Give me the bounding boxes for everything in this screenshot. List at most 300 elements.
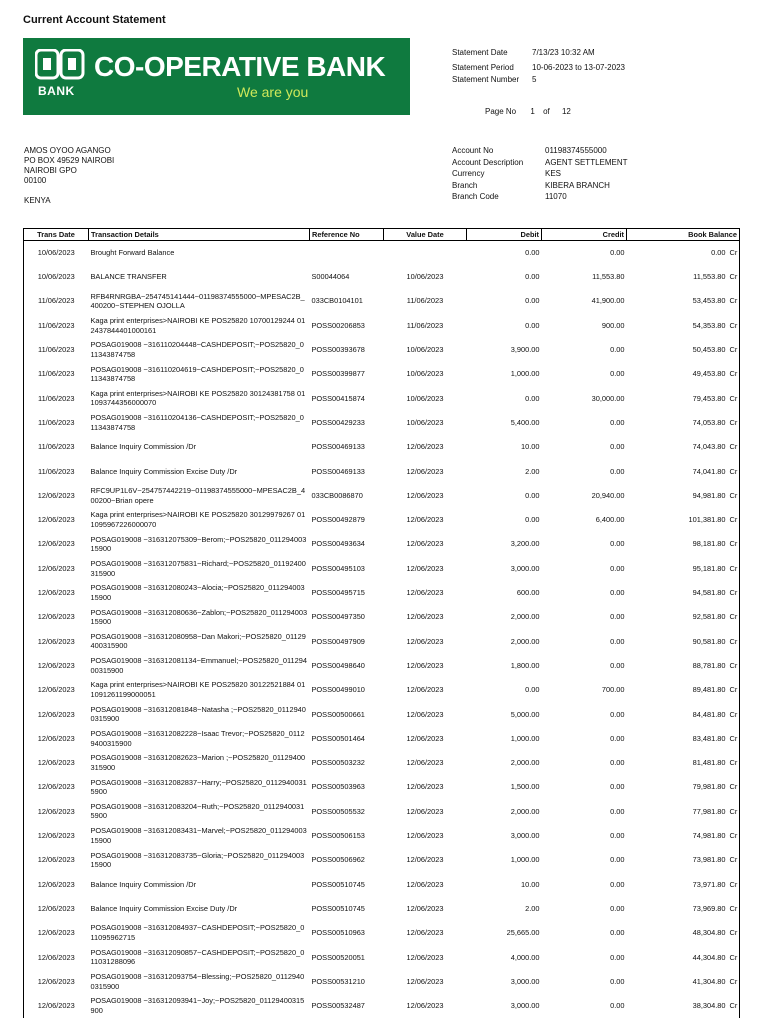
row-debit: 10.00 (521, 442, 540, 452)
row-value-date: 12/06/2023 (406, 1001, 444, 1011)
row-details: POSAG019008 ~316312083431~Marvel;~POS25820_01129400315900 (90, 826, 307, 845)
row-date: 11/06/2023 (24, 411, 89, 435)
row-debit: 0.00 (525, 393, 540, 403)
row-debit: 0.00 (525, 490, 540, 500)
table-row (24, 289, 740, 313)
row-cr-dr: Cr (728, 969, 740, 993)
row-details: Kaga print enterprises>NAIROBI KE POS25820 10700129244 012437844401000161 (90, 316, 306, 335)
address-line: KENYA (24, 196, 51, 205)
row-balance: 41,304.80 (692, 976, 726, 986)
row-balance: 81,481.80 (692, 758, 726, 768)
row-details: POSAG019008 ~316110204136~CASHDEPOSIT;~POS25820_011343874758 (90, 413, 304, 432)
table-row (24, 265, 740, 289)
row-cr-dr: Cr (728, 386, 740, 410)
row-details: Kaga print enterprises>NAIROBI KE POS25820 30129979267 011095967226000070 (90, 510, 306, 529)
row-date: 11/06/2023 (24, 313, 89, 337)
row-debit: 3,000.00 (510, 563, 540, 573)
row-value-date: 12/06/2023 (406, 928, 444, 938)
row-details: Brought Forward Balance (90, 248, 175, 258)
row-cr-dr: Cr (728, 556, 740, 580)
row-balance: 48,304.80 (692, 928, 726, 938)
row-reference: POSS00399877 (311, 369, 365, 379)
row-cr-dr: Cr (728, 872, 740, 896)
row-details: POSAG019008 ~316312075309~Berom;~POS25820_01129400315900 (90, 534, 307, 554)
row-cr-dr: Cr (728, 799, 740, 823)
row-balance: 79,453.80 (692, 393, 726, 403)
row-debit: 2,000.00 (510, 806, 540, 816)
row-date: 11/06/2023 (24, 289, 89, 313)
row-details: Balance Inquiry Commission Excise Duty /Dr (90, 903, 238, 913)
row-value-date: 12/06/2023 (406, 782, 444, 792)
row-credit: 0.00 (610, 466, 625, 476)
statement-number-value: 5 (532, 75, 537, 84)
table-row (24, 969, 740, 993)
row-credit: 11,553.80 (592, 272, 625, 282)
row-cr-dr: Cr (728, 483, 740, 507)
row-date: 12/06/2023 (24, 702, 89, 726)
row-credit: 0.00 (610, 831, 625, 841)
row-credit: 20,940.00 (591, 490, 625, 500)
row-balance: 79,981.80 (692, 782, 726, 792)
row-debit: 3,000.00 (510, 1001, 540, 1011)
row-reference: 033CB0104101 (311, 296, 363, 306)
row-details: POSAG019008 ~316312082837~Harry;~POS25820_01129400315900 (90, 777, 307, 797)
customer-address (24, 146, 114, 206)
table-row (24, 872, 740, 896)
bank-name: CO-OPERATIVE BANK (94, 51, 386, 82)
row-debit: 2,000.00 (510, 612, 540, 622)
row-reference: POSS00497909 (311, 636, 365, 646)
row-debit: 0.00 (525, 248, 540, 258)
row-balance: 94,581.80 (692, 588, 726, 598)
row-value-date: 10/06/2023 (406, 345, 444, 355)
row-debit: 3,900.00 (510, 345, 540, 355)
row-debit: 5,400.00 (510, 417, 540, 427)
row-reference: POSS00520051 (311, 952, 365, 962)
row-value-date: 12/06/2023 (406, 490, 444, 500)
row-details: POSAG019008 ~316312083204~Ruth;~POS25820_01129400315900 (90, 801, 305, 821)
account-description-value: AGENT SETTLEMENT (545, 157, 628, 167)
page-number (485, 107, 571, 116)
row-date: 12/06/2023 (24, 678, 89, 702)
address-line: AMOS OYOO AGANGO (24, 146, 111, 155)
statement-title: Current Account Statement (23, 14, 166, 26)
row-balance: 73,969.80 (692, 903, 726, 913)
row-details: POSAG019008 ~316312093941~Joy;~POS25820_01129400315900 (90, 996, 305, 1015)
row-cr-dr: Cr (728, 824, 740, 848)
row-credit: 0.00 (610, 733, 625, 743)
row-value-date (384, 241, 467, 265)
table-row (24, 459, 740, 483)
row-credit: 0.00 (610, 709, 625, 719)
row-cr-dr: Cr (728, 411, 740, 435)
row-balance: 92,581.80 (692, 612, 726, 622)
table-row (24, 848, 740, 872)
row-reference: POSS00532487 (311, 1001, 365, 1011)
row-cr-dr: Cr (728, 532, 740, 556)
statement-date-value: 7/13/23 10:32 AM (532, 48, 595, 57)
account-no-label: Account No (452, 146, 494, 155)
row-debit: 0.00 (525, 272, 540, 282)
col-transaction-details: Transaction Details (89, 229, 310, 241)
table-row (24, 338, 740, 362)
row-balance: 73,981.80 (692, 855, 726, 865)
row-reference: POSS00503963 (311, 782, 365, 792)
statement-date-label: Statement Date (452, 48, 508, 57)
row-date: 12/06/2023 (24, 751, 89, 775)
row-balance: 74,053.80 (692, 417, 726, 427)
row-date: 12/06/2023 (24, 605, 89, 629)
row-reference: POSS00505532 (311, 806, 365, 816)
row-debit: 4,000.00 (510, 952, 540, 962)
statement-number-label: Statement Number (452, 75, 520, 84)
row-details: POSAG019008 ~316312090857~CASHDEPOSIT;~POS25820_011031288096 (90, 947, 305, 967)
row-value-date: 12/06/2023 (406, 685, 444, 695)
row-cr-dr: Cr (728, 654, 740, 678)
bank-emblem-icon (35, 49, 85, 83)
table-row (24, 897, 740, 921)
table-row (24, 726, 740, 750)
row-credit: 0.00 (610, 903, 625, 913)
row-value-date: 12/06/2023 (406, 709, 444, 719)
transactions-body (24, 241, 740, 1019)
row-credit: 0.00 (610, 976, 625, 986)
row-reference: POSS00506962 (311, 855, 365, 865)
row-details: RFC9UP1L6V~254757442219~01198374555000~MPESAC2B_400200~Brian opere (90, 486, 306, 505)
row-credit: 0.00 (610, 782, 625, 792)
row-credit: 0.00 (610, 1001, 625, 1011)
col-reference-no: Reference No (310, 229, 384, 241)
page-of: of (543, 107, 550, 116)
row-cr-dr: Cr (728, 921, 740, 945)
row-credit: 0.00 (610, 248, 625, 258)
row-balance: 11,553.80 (693, 272, 726, 282)
row-reference: POSS00498640 (311, 660, 365, 670)
row-details: Kaga print enterprises>NAIROBI KE POS25820 30122521884 011091261199000051 (90, 680, 306, 699)
table-row (24, 775, 740, 799)
row-reference: POSS00493634 (311, 539, 365, 549)
row-details: BALANCE TRANSFER (90, 272, 167, 282)
row-date: 12/06/2023 (24, 726, 89, 750)
branch-label: Branch (452, 180, 478, 190)
row-balance: 94,981.80 (692, 490, 726, 500)
row-date: 11/06/2023 (24, 459, 89, 483)
row-value-date: 12/06/2023 (406, 612, 444, 622)
row-cr-dr: Cr (728, 994, 740, 1018)
row-balance: 74,981.80 (692, 831, 726, 841)
table-row (24, 945, 740, 969)
row-value-date: 12/06/2023 (406, 563, 444, 573)
row-value-date: 10/06/2023 (406, 272, 444, 282)
row-reference: POSS00415874 (311, 393, 365, 403)
page-label: Page No (485, 107, 517, 116)
branch-code-value: 11070 (545, 192, 567, 201)
row-details: POSAG019008 ~316312093754~Blessing;~POS25820_01129400315900 (90, 972, 305, 991)
row-value-date: 12/06/2023 (406, 879, 444, 889)
row-details: Balance Inquiry Commission Excise Duty /Dr (90, 466, 238, 476)
row-credit: 0.00 (610, 588, 625, 598)
row-date: 10/06/2023 (24, 265, 89, 289)
row-debit: 1,800.00 (510, 660, 540, 670)
row-cr-dr: Cr (728, 435, 740, 459)
row-details: POSAG019008 ~316312080636~Zablon;~POS25820_01129400315900 (90, 607, 308, 627)
row-credit: 0.00 (610, 928, 625, 938)
row-balance: 88,781.80 (692, 660, 726, 670)
row-reference: POSS00469133 (311, 466, 365, 476)
row-date: 12/06/2023 (24, 994, 89, 1018)
row-debit: 5,000.00 (510, 709, 540, 719)
row-balance: 74,041.80 (692, 466, 726, 476)
row-date: 12/06/2023 (24, 629, 89, 653)
row-balance: 50,453.80 (692, 345, 726, 355)
row-debit: 2,000.00 (510, 758, 540, 768)
col-book-balance: Book Balance (627, 229, 740, 241)
row-date: 11/06/2023 (24, 362, 89, 386)
account-info (452, 145, 672, 203)
row-date: 12/06/2023 (24, 508, 89, 532)
table-row (24, 508, 740, 532)
row-reference: 033CB0086870 (311, 490, 363, 500)
row-balance: 101,381.80 (688, 515, 726, 525)
address-line: NAIROBI GPO (24, 166, 77, 175)
row-value-date: 12/06/2023 (406, 831, 444, 841)
row-date: 12/06/2023 (24, 921, 89, 945)
row-credit: 0.00 (610, 442, 625, 452)
row-value-date: 10/06/2023 (406, 369, 444, 379)
row-value-date: 11/06/2023 (406, 320, 444, 330)
row-balance: 49,453.80 (692, 369, 726, 379)
row-details: Balance Inquiry Commission /Dr (90, 442, 197, 452)
table-row (24, 629, 740, 653)
row-balance: 90,581.80 (692, 636, 726, 646)
row-details: RFB4RNRGBA~254745141444~01198374555000~MPESAC2B_400200~STEPHEN OJOLLA (90, 291, 305, 311)
row-cr-dr: Cr (728, 702, 740, 726)
table-row (24, 654, 740, 678)
row-date: 12/06/2023 (24, 872, 89, 896)
row-debit: 2.00 (525, 903, 540, 913)
row-debit: 3,000.00 (510, 831, 540, 841)
row-cr-dr: Cr (728, 726, 740, 750)
row-debit: 10.00 (521, 879, 540, 889)
statement-info (452, 47, 652, 83)
row-reference: POSS00510963 (311, 928, 365, 938)
col-value-date: Value Date (384, 229, 467, 241)
row-reference: POSS00429233 (311, 417, 365, 427)
row-credit: 6,400.00 (595, 515, 625, 525)
row-credit: 0.00 (610, 758, 625, 768)
row-credit: 0.00 (610, 952, 625, 962)
col-credit: Credit (542, 229, 627, 241)
row-cr-dr: Cr (728, 581, 740, 605)
row-balance: 83,481.80 (692, 733, 726, 743)
row-cr-dr: Cr (728, 265, 740, 289)
row-reference: S00044064 (311, 272, 350, 282)
row-value-date: 12/06/2023 (406, 466, 444, 476)
row-details: POSAG019008 ~316312083735~Gloria;~POS25820_01129400315900 (90, 850, 305, 870)
row-debit: 0.00 (525, 515, 540, 525)
row-value-date: 12/06/2023 (406, 636, 444, 646)
row-date: 12/06/2023 (24, 483, 89, 507)
row-reference: POSS00206853 (311, 320, 365, 330)
row-credit: 0.00 (610, 806, 625, 816)
row-cr-dr: Cr (728, 338, 740, 362)
row-debit: 0.00 (525, 320, 540, 330)
row-date: 12/06/2023 (24, 581, 89, 605)
row-date: 12/06/2023 (24, 556, 89, 580)
table-row (24, 678, 740, 702)
account-no-value: 01198374555000 (545, 146, 607, 155)
table-row (24, 362, 740, 386)
row-balance: 89,481.80 (692, 685, 726, 695)
table-row (24, 313, 740, 337)
table-row (24, 435, 740, 459)
row-details: POSAG019008 ~316312081848~Natasha ;~POS25820_01129400315900 (90, 704, 306, 724)
row-value-date: 12/06/2023 (406, 758, 444, 768)
row-balance: 95,181.80 (692, 563, 726, 573)
transactions-table (23, 228, 740, 1018)
table-row (24, 532, 740, 556)
row-debit: 1,000.00 (510, 733, 540, 743)
row-reference: POSS00393678 (311, 345, 365, 355)
row-details: POSAG019008 ~316312082228~Isaac Trevor;~POS25820_01129400315900 (90, 729, 305, 748)
row-debit: 3,000.00 (510, 976, 540, 986)
row-reference: POSS00495103 (311, 563, 365, 573)
table-row (24, 483, 740, 507)
row-credit: 0.00 (610, 417, 625, 427)
table-row (24, 799, 740, 823)
row-details: POSAG019008 ~316312080243~Alocia;~POS25820_01129400315900 (90, 583, 305, 602)
row-value-date: 11/06/2023 (406, 296, 444, 306)
currency-label: Currency (452, 169, 485, 178)
row-value-date: 12/06/2023 (406, 588, 444, 598)
row-details: POSAG019008 ~316312081134~Emmanuel;~POS25820_01129400315900 (90, 656, 307, 675)
row-reference: POSS00495715 (311, 588, 365, 598)
row-value-date: 12/06/2023 (406, 976, 444, 986)
row-credit: 700.00 (601, 685, 625, 695)
statement-period-label: Statement Period (452, 63, 514, 72)
row-debit: 0.00 (525, 296, 540, 306)
row-value-date: 12/06/2023 (406, 539, 444, 549)
row-details: Balance Inquiry Commission /Dr (90, 879, 197, 889)
row-credit: 30,000.00 (591, 393, 625, 403)
col-debit: Debit (467, 229, 542, 241)
row-balance: 84,481.80 (692, 709, 726, 719)
currency-value: KES (545, 169, 562, 178)
address-line (24, 186, 114, 196)
row-details: POSAG019008 ~316110204448~CASHDEPOSIT;~POS25820_011343874758 (90, 340, 304, 359)
row-value-date: 12/06/2023 (406, 733, 444, 743)
row-date: 12/06/2023 (24, 799, 89, 823)
row-date: 12/06/2023 (24, 824, 89, 848)
row-balance: 54,353.80 (692, 320, 726, 330)
row-details: POSAG019008 ~316312075831~Richard;~POS25820_01192400315900 (90, 559, 306, 578)
row-credit: 0.00 (610, 345, 625, 355)
row-cr-dr: Cr (728, 945, 740, 969)
page-total: 12 (561, 107, 571, 116)
row-cr-dr: Cr (728, 848, 740, 872)
statement-period-value: 10-06-2023 to 13-07-2023 (532, 63, 625, 72)
row-credit: 0.00 (610, 539, 625, 549)
row-reference: POSS00501464 (311, 733, 365, 743)
row-debit: 1,000.00 (510, 855, 540, 865)
row-balance: 38,304.80 (692, 1001, 726, 1011)
row-cr-dr: Cr (728, 459, 740, 483)
row-cr-dr: Cr (728, 241, 740, 265)
row-credit: 0.00 (610, 636, 625, 646)
row-reference: POSS00531210 (311, 976, 365, 986)
row-debit: 600.00 (516, 588, 540, 598)
row-date: 12/06/2023 (24, 775, 89, 799)
row-date: 12/06/2023 (24, 848, 89, 872)
row-date: 11/06/2023 (24, 338, 89, 362)
table-header-row (24, 229, 740, 241)
address-line: 00100 (24, 176, 47, 185)
row-balance: 98,181.80 (692, 539, 726, 549)
row-credit: 0.00 (610, 660, 625, 670)
row-cr-dr: Cr (728, 313, 740, 337)
row-date: 11/06/2023 (24, 435, 89, 459)
row-cr-dr: Cr (728, 678, 740, 702)
row-cr-dr: Cr (728, 508, 740, 532)
row-cr-dr: Cr (728, 897, 740, 921)
row-date: 11/06/2023 (24, 386, 89, 410)
row-reference: POSS00492879 (311, 515, 365, 525)
row-reference: POSS00500661 (311, 709, 365, 719)
row-date: 12/06/2023 (24, 654, 89, 678)
row-date: 12/06/2023 (24, 945, 89, 969)
row-reference: POSS00503232 (311, 758, 365, 768)
row-credit: 0.00 (610, 879, 625, 889)
row-value-date: 12/06/2023 (406, 855, 444, 865)
row-value-date: 12/06/2023 (406, 660, 444, 670)
table-row (24, 241, 740, 265)
row-balance: 53,453.80 (692, 296, 726, 306)
table-row (24, 556, 740, 580)
row-debit: 2,000.00 (510, 636, 540, 646)
table-row (24, 824, 740, 848)
address-line: PO BOX 49529 NAIROBI (24, 156, 115, 165)
row-credit: 900.00 (601, 320, 625, 330)
bank-logo (23, 38, 410, 115)
row-reference: POSS00506153 (311, 831, 365, 841)
table-row (24, 921, 740, 945)
row-reference: POSS00497350 (311, 612, 365, 622)
row-details: POSAG019008 ~316110204619~CASHDEPOSIT;~POS25820_011343874758 (90, 364, 304, 384)
page-current: 1 (530, 107, 535, 116)
row-details: POSAG019008 ~316312084937~CASHDEPOSIT;~POS25820_011095962715 (90, 923, 305, 942)
row-credit: 0.00 (610, 612, 625, 622)
row-credit: 0.00 (610, 563, 625, 573)
bank-tagline: We are you (237, 84, 309, 100)
logo-bank-word: BANK (38, 84, 75, 98)
branch-value: KIBERA BRANCH (545, 180, 610, 190)
row-credit: 41,900.00 (591, 296, 625, 306)
table-row (24, 994, 740, 1018)
row-cr-dr: Cr (728, 362, 740, 386)
table-row (24, 751, 740, 775)
row-value-date: 12/06/2023 (406, 806, 444, 816)
col-trans-date: Trans Date (24, 229, 89, 241)
row-reference: POSS00499010 (311, 685, 365, 695)
row-balance: 44,304.80 (692, 952, 726, 962)
row-balance: 77,981.80 (692, 806, 726, 816)
row-details: POSAG019008 ~316312080958~Dan Makori;~POS25820_01129400315900 (90, 631, 306, 651)
row-date: 12/06/2023 (24, 969, 89, 993)
table-row (24, 386, 740, 410)
row-details: POSAG019008 ~316312082623~Marion ;~POS25820_01129400315900 (90, 753, 306, 772)
table-row (24, 702, 740, 726)
table-row (24, 411, 740, 435)
